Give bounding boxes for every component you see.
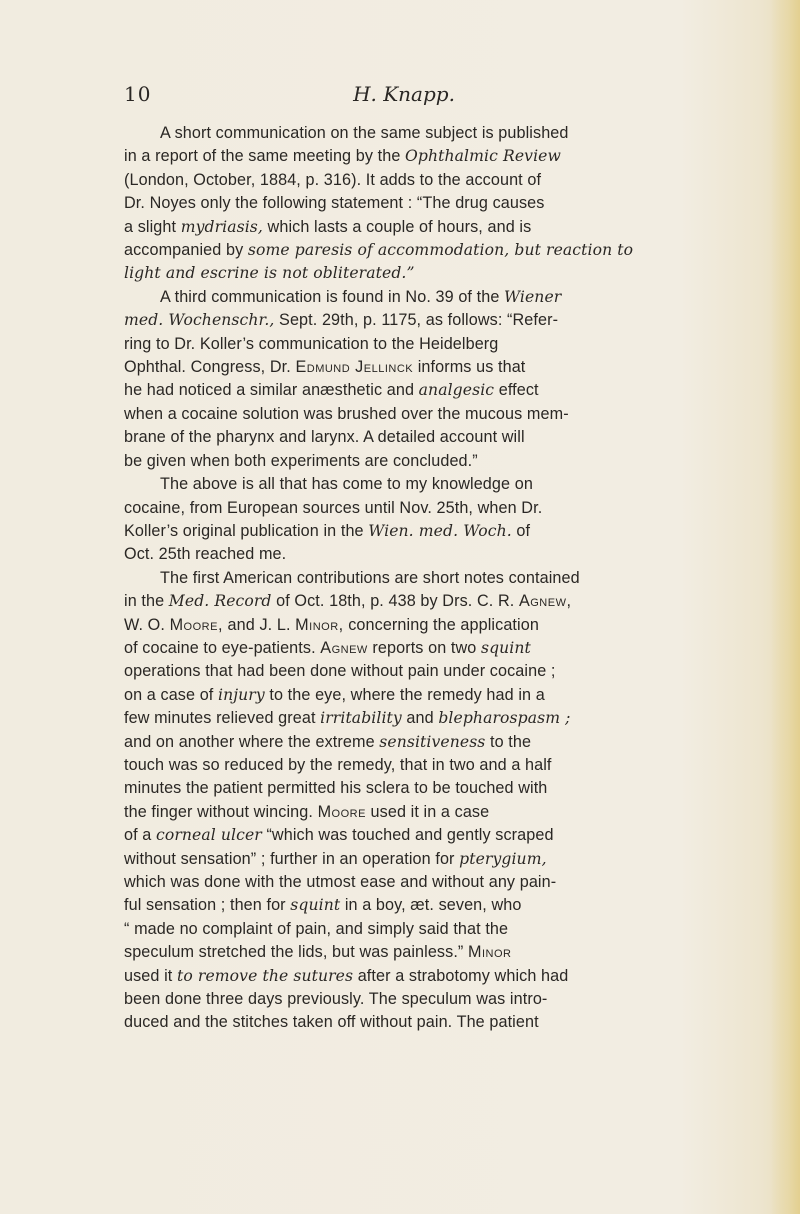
small-caps-name: Minor <box>468 943 512 962</box>
text-line: “ made no complaint of pain, and simply said that the <box>124 919 509 938</box>
small-caps-name: Moore <box>317 802 366 821</box>
italic-text: Ophthalmic Review <box>405 147 561 166</box>
text-line: minutes the patient permitted his sclera to be touched with <box>124 779 548 798</box>
text-line: in a report of the same meeting by the Ophthalmic Review <box>124 147 561 166</box>
small-caps-name: Minor, <box>295 615 344 634</box>
page-edge-discoloration <box>770 0 800 1214</box>
page-header <box>124 82 684 112</box>
text-line: be given when both experiments are concluded.” <box>124 451 478 470</box>
italic-text: med. Wochenschr., <box>124 311 275 330</box>
small-caps-name: Agnew, <box>518 592 572 611</box>
text-line: duced and the stitches taken off without pain. The patient <box>124 1013 539 1032</box>
italic-text: Wiener <box>504 287 562 306</box>
italic-text: blepharospasm ; <box>438 709 571 728</box>
italic-text: sensitiveness <box>379 732 486 751</box>
italic-text: analgesic <box>418 381 495 400</box>
text-line: Koller’s original publication in the Wien. med. Woch. of <box>124 521 531 540</box>
text-line: med. Wochenschr., Sept. 29th, p. 1175, as follows: “Refer- <box>124 311 559 330</box>
text-line: in the Med. Record of Oct. 18th, p. 438 by Drs. C. R. Agnew, <box>124 592 572 611</box>
text-line: been done three days previously. The speculum was intro- <box>124 990 548 1009</box>
text-line: brane of the pharynx and larynx. A detailed account will <box>124 428 525 447</box>
italic-text: to remove the sutures <box>177 966 354 985</box>
small-caps-name: Moore, <box>169 615 223 634</box>
text-line: ring to Dr. Koller’s communication to the Heidelberg <box>124 334 499 353</box>
text-line: Ophthal. Congress, Dr. Edmund Jellinck informs us that <box>124 358 526 377</box>
text-line: The first American contributions are short notes contained <box>160 568 580 587</box>
text-line: the finger without wincing. Moore used it in a case <box>124 802 490 821</box>
text-line: few minutes relieved great irritability and blepharospasm ; <box>124 709 571 728</box>
text-line: which was done with the utmost ease and without any pain- <box>124 873 557 891</box>
italic-text: squint <box>290 896 341 915</box>
italic-text: Med. Record <box>168 592 272 611</box>
text-line: used it to remove the sutures after a strabotomy which had <box>124 966 569 985</box>
text-line: he had noticed a similar anæsthetic and analgesic effect <box>124 381 539 400</box>
text-line: of cocaine to eye-patients. Agnew reports on two squint <box>124 638 531 657</box>
text-line: operations that had been done without pain under cocaine ; <box>124 662 556 681</box>
text-line: speculum stretched the lids, but was painless.” Minor <box>124 943 512 962</box>
text-line: Dr. Noyes only the following statement : “The drug causes <box>124 194 545 213</box>
paragraph-p1 <box>124 122 684 286</box>
italic-text: light and escrine is not obliterated.” <box>124 264 415 283</box>
text-line: A short communication on the same subject is published <box>160 124 569 142</box>
text-line: The above is all that has come to my knowledge on <box>160 475 533 494</box>
italic-text: squint <box>480 638 531 657</box>
running-head: H. Knapp. <box>353 82 455 106</box>
italic-text: corneal ulcer <box>156 826 262 845</box>
text-line: touch was so reduced by the remedy, that in two and a half <box>124 755 552 774</box>
text-line: accompanied by some paresis of accommodation, but reaction to <box>124 241 634 260</box>
italic-text: mydriasis, <box>180 217 263 236</box>
text-line: cocaine, from European sources until Nov. 25th, when Dr. <box>124 498 543 517</box>
text-line: ful sensation ; then for squint in a boy, æt. seven, who <box>124 896 522 915</box>
text-line: Oct. 25th reached me. <box>124 545 287 564</box>
text-line: on a case of injury to the eye, where the remedy had in a <box>124 685 545 704</box>
text-line: and on another where the extreme sensitiveness to the <box>124 732 532 751</box>
text-line: of a corneal ulcer “which was touched and gently scraped <box>124 826 554 845</box>
text-line: without sensation” ; further in an operation for pterygium, <box>124 849 547 868</box>
paragraph-p2 <box>124 286 684 473</box>
text-line <box>124 262 684 285</box>
text-line: a slight mydriasis, which lasts a couple of hours, and is <box>124 217 532 236</box>
italic-text: irritability <box>320 709 402 728</box>
small-caps-name: Edmund Jellinck <box>295 358 414 377</box>
text-line: A third communication is found in No. 39 of the Wiener <box>160 287 562 306</box>
italic-text: pterygium, <box>459 849 547 868</box>
body-text <box>124 122 684 1035</box>
italic-text: Wien. med. Woch. <box>368 521 512 540</box>
italic-text: some paresis of accommodation, but reaction to <box>247 241 634 260</box>
text-line: (London, October, 1884, p. 316). It adds to the account of <box>124 170 542 189</box>
italic-text: injury <box>218 685 265 704</box>
paragraph-p3 <box>124 473 684 567</box>
text-line: W. O. Moore, and J. L. Minor, concerning the application <box>124 615 539 634</box>
small-caps-name: Agnew <box>320 638 368 657</box>
paragraph-p4 <box>124 567 684 1035</box>
text-line: when a cocaine solution was brushed over the mucous mem- <box>124 404 569 423</box>
page-number: 10 <box>124 82 152 106</box>
